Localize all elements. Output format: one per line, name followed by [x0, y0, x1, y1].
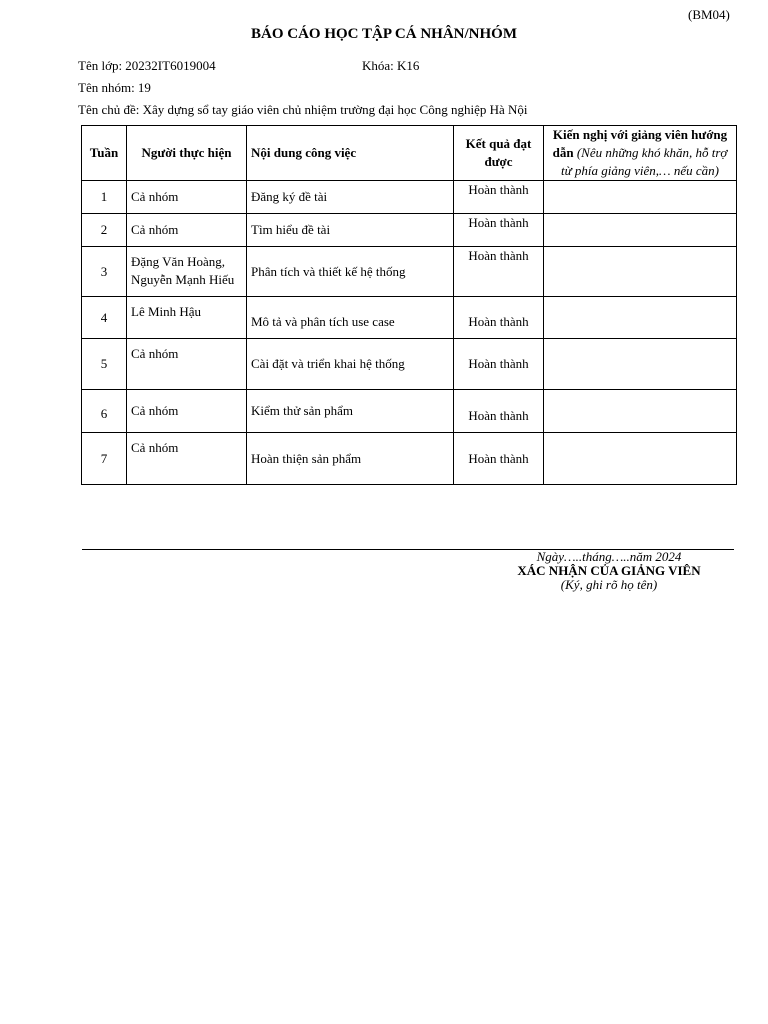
topic: Tên chủ đề: Xây dựng sổ tay giáo viên chủ nhiệm trường đại học Công nghiệp Hà Nội	[78, 102, 528, 117]
cell-result: Hoàn thành	[454, 297, 544, 339]
cell-task: Đăng ký đề tài	[247, 181, 454, 214]
table-row	[82, 297, 737, 339]
sign-note: (Ký, ghi rõ họ tên)	[560, 577, 658, 592]
cell-task: Cài đặt và triển khai hệ thống	[247, 339, 454, 390]
table-row	[82, 181, 737, 214]
table-row	[82, 247, 737, 297]
cell-task: Kiểm thử sản phẩm	[247, 390, 454, 433]
cell-person: Cả nhóm	[127, 214, 247, 247]
header-result: Kết quả đạt được	[454, 126, 544, 181]
signature-block	[500, 550, 718, 592]
group-name: Tên nhóm: 19	[78, 80, 151, 95]
cell-week: 5	[82, 339, 127, 390]
cell-result: Hoàn thành	[454, 433, 544, 485]
cell-result: Hoàn thành	[454, 181, 544, 214]
cell-task: Hoàn thiện sản phẩm	[247, 433, 454, 485]
cell-task: Phân tích và thiết kế hệ thống	[247, 247, 454, 297]
cell-result: Hoàn thành	[454, 339, 544, 390]
header-week: Tuần	[82, 126, 127, 181]
cell-task: Tìm hiểu đề tài	[247, 214, 454, 247]
table-row	[82, 433, 737, 485]
table-row	[82, 390, 737, 433]
cell-person: Cả nhóm	[127, 339, 247, 390]
cell-week: 1	[82, 181, 127, 214]
report-table	[81, 125, 737, 485]
cell-person: Đặng Văn Hoàng, Nguyễn Mạnh Hiếu	[127, 247, 247, 297]
cell-person: Lê Minh Hậu	[127, 297, 247, 339]
class-name: Tên lớp: 20232IT6019004	[78, 58, 216, 73]
cell-proposal	[544, 247, 737, 297]
cell-week: 3	[82, 247, 127, 297]
table-header-row	[82, 126, 737, 181]
header-proposal-bold: Kiến nghị với giảng viên hướng dẫn	[552, 127, 728, 160]
table-row	[82, 339, 737, 390]
cell-person: Cả nhóm	[127, 390, 247, 433]
header-task: Nội dung công việc	[247, 126, 454, 181]
page-title: BÁO CÁO HỌC TẬP CÁ NHÂN/NHÓM	[251, 26, 517, 42]
cell-week: 7	[82, 433, 127, 485]
cell-week: 4	[82, 297, 127, 339]
cell-proposal	[544, 214, 737, 247]
cell-person: Cả nhóm	[127, 433, 247, 485]
cell-result: Hoàn thành	[454, 214, 544, 247]
cell-task: Mô tả và phân tích use case	[247, 297, 454, 339]
course: Khóa: K16	[362, 58, 420, 73]
cell-week: 6	[82, 390, 127, 433]
cell-proposal	[544, 433, 737, 485]
cell-person: Cả nhóm	[127, 181, 247, 214]
cell-result: Hoàn thành	[454, 247, 544, 297]
table-row	[82, 214, 737, 247]
header-proposal	[544, 126, 737, 181]
cell-proposal	[544, 297, 737, 339]
cell-result: Hoàn thành	[454, 390, 544, 433]
cell-proposal	[544, 339, 737, 390]
cell-proposal	[544, 181, 737, 214]
form-code: (BM04)	[688, 7, 730, 22]
cell-proposal	[544, 390, 737, 433]
sign-date: Ngày…..tháng…..năm 2024	[536, 549, 682, 564]
header-person: Người thực hiện	[127, 126, 247, 181]
cell-week: 2	[82, 214, 127, 247]
header-proposal-italic: (Nêu những khó khăn, hỗ trợ từ phía giảng viên,… nếu cần)	[560, 145, 728, 178]
sign-confirm: XÁC NHẬN CỦA GIẢNG VIÊN	[517, 563, 701, 578]
